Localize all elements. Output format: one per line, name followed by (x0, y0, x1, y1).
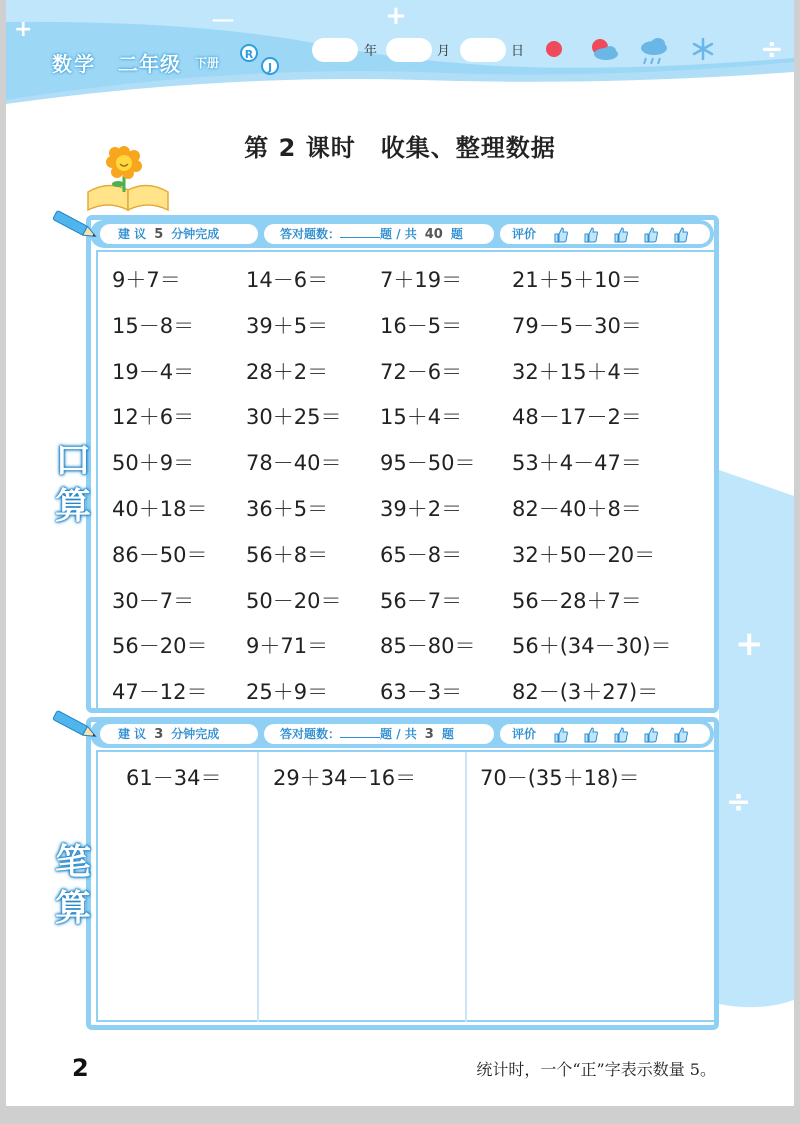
suggest-minutes: 5 (154, 227, 164, 242)
thumb-icon[interactable] (612, 726, 630, 744)
written-label-char-1: 笔 (54, 842, 91, 883)
count-prefix: 答对题数： (280, 227, 341, 241)
day-label: 日 (511, 44, 525, 59)
thumb-icon[interactable] (672, 726, 690, 744)
svg-text:+: + (735, 624, 764, 664)
oral-problem: 56＋8＝ (246, 542, 329, 567)
oral-problem: 19－4＝ (112, 359, 195, 384)
oral-problem-row (112, 493, 702, 523)
svg-text:÷: ÷ (726, 785, 752, 820)
count-prefix: 答对题数： (280, 727, 341, 741)
oral-problem-row (112, 447, 702, 477)
written-time-suggestion (100, 724, 258, 744)
edition-badge-j: J (261, 57, 279, 75)
oral-label-char-2: 算 (54, 486, 91, 527)
volume-label: 下册 (195, 56, 220, 70)
oral-problem: 56－7＝ (380, 588, 463, 613)
oral-problem: 95－50＝ (380, 451, 476, 476)
month-label: 月 (437, 44, 451, 59)
subject-label: 数学 (52, 52, 96, 76)
oral-problem: 7＋19＝ (380, 268, 463, 292)
count-mid: 题 / 共 (380, 727, 417, 741)
oral-label-char-1: 口 (54, 440, 91, 481)
thumb-icon[interactable] (552, 726, 570, 744)
oral-problem: 30－7＝ (112, 588, 195, 613)
svg-text:+: + (14, 17, 33, 42)
oral-problem: 14－6＝ (246, 268, 329, 292)
oral-problem: 12＋6＝ (112, 405, 195, 430)
count-total: 3 (424, 727, 434, 742)
oral-problem: 72－6＝ (380, 359, 463, 384)
oral-problem: 16－5＝ (380, 313, 463, 338)
oral-problem: 82－40＋8＝ (512, 497, 642, 521)
oral-problem: 63－3＝ (380, 680, 463, 705)
oral-problem: 56＋(34－30)＝ (512, 634, 672, 659)
written-problem-2: 29＋34－16＝ (273, 766, 417, 790)
count-blank[interactable] (340, 726, 380, 738)
rating-label: 评价 (512, 227, 537, 241)
oral-problem: 39＋2＝ (380, 497, 463, 521)
oral-problem: 82－(3＋27)＝ (512, 680, 659, 705)
written-score-field[interactable] (264, 724, 494, 744)
oral-problem: 86－50＝ (112, 542, 208, 567)
oral-problem-row (112, 310, 702, 340)
oral-problem: 48－17－2＝ (512, 405, 642, 430)
written-problem-1: 61－34＝ (126, 766, 222, 790)
thumb-icon[interactable] (552, 226, 570, 244)
oral-problem: 53＋4－47＝ (512, 451, 642, 476)
written-rating (500, 724, 710, 744)
pencil-icon (46, 208, 102, 244)
count-suffix: 题 (441, 727, 454, 741)
oral-problem: 25＋9＝ (246, 680, 329, 705)
oral-problem: 56－28＋7＝ (512, 588, 642, 613)
oral-problem: 85－80＝ (380, 634, 476, 659)
oral-problem-row (112, 585, 702, 615)
pencil-icon (46, 708, 102, 744)
suggest-minutes: 3 (154, 727, 164, 742)
oral-section-label (50, 438, 96, 530)
year-label: 年 (364, 44, 378, 59)
oral-problem: 47－12＝ (112, 680, 208, 705)
oral-problem: 50－20＝ (246, 588, 342, 613)
page-number: 2 (72, 1054, 89, 1082)
suggest-suffix: 分钟完成 (171, 227, 220, 241)
oral-problem: 50＋9＝ (112, 451, 195, 476)
rating-label: 评价 (512, 727, 537, 741)
page-edge-bottom (0, 1106, 800, 1124)
svg-text:÷: ÷ (760, 32, 784, 65)
suggest-suffix: 分钟完成 (171, 727, 220, 741)
oral-problem: 56－20＝ (112, 634, 208, 659)
oral-problem: 9＋71＝ (246, 634, 329, 659)
oral-problem-row (112, 676, 702, 706)
count-suffix: 题 (450, 227, 463, 241)
oral-score-field[interactable] (264, 224, 494, 244)
written-problem-3: 70－(35＋18)＝ (480, 766, 640, 790)
thumb-icon[interactable] (612, 226, 630, 244)
edition-badge-r: R (240, 44, 258, 62)
oral-problem: 39＋5＝ (246, 313, 329, 338)
oral-problem-row (112, 539, 702, 569)
thumb-icon[interactable] (582, 226, 600, 244)
oral-problem: 21＋5＋10＝ (512, 268, 642, 292)
thumb-icon[interactable] (672, 226, 690, 244)
count-mid: 题 / 共 (380, 227, 417, 241)
oral-rating (500, 224, 710, 244)
column-divider (257, 752, 259, 1022)
oral-problem-row (112, 264, 702, 294)
oral-problem: 36＋5＝ (246, 497, 329, 521)
oral-problem: 9＋7＝ (112, 268, 181, 292)
oral-problem: 30＋25＝ (246, 405, 342, 430)
oral-problem-row (112, 630, 702, 660)
oral-problem: 40＋18＝ (112, 497, 208, 521)
oral-problem: 65－8＝ (380, 542, 463, 567)
thumb-icon[interactable] (582, 726, 600, 744)
oral-problem: 79－5－30＝ (512, 313, 642, 338)
thumb-icon[interactable] (642, 226, 660, 244)
svg-text:+: + (385, 1, 407, 31)
count-blank[interactable] (340, 226, 380, 238)
lesson-title: 第 2 课时 收集、整理数据 (244, 134, 556, 162)
oral-problem: 78－40＝ (246, 451, 342, 476)
suggest-prefix: 建 议 (118, 227, 147, 241)
oral-time-suggestion (100, 224, 258, 244)
written-section-label (50, 840, 96, 932)
oral-problem: 28＋2＝ (246, 359, 329, 384)
count-total: 40 (424, 227, 443, 242)
column-divider (465, 752, 467, 1022)
oral-problem: 15＋4＝ (380, 405, 463, 430)
svg-text:－: － (210, 7, 237, 37)
oral-problem: 32＋50－20＝ (512, 542, 656, 567)
oral-problem-row (112, 401, 702, 431)
oral-problem: 32＋15＋4＝ (512, 359, 642, 384)
grade-label: 二年级 (118, 52, 181, 76)
oral-problem-row (112, 356, 702, 386)
thumb-icon[interactable] (642, 726, 660, 744)
oral-problem: 15－8＝ (112, 313, 195, 338)
suggest-prefix: 建 议 (118, 727, 147, 741)
written-label-char-2: 算 (54, 888, 91, 929)
footer-tip: 统计时，一个“正”字表示数量 5。 (476, 1060, 716, 1079)
